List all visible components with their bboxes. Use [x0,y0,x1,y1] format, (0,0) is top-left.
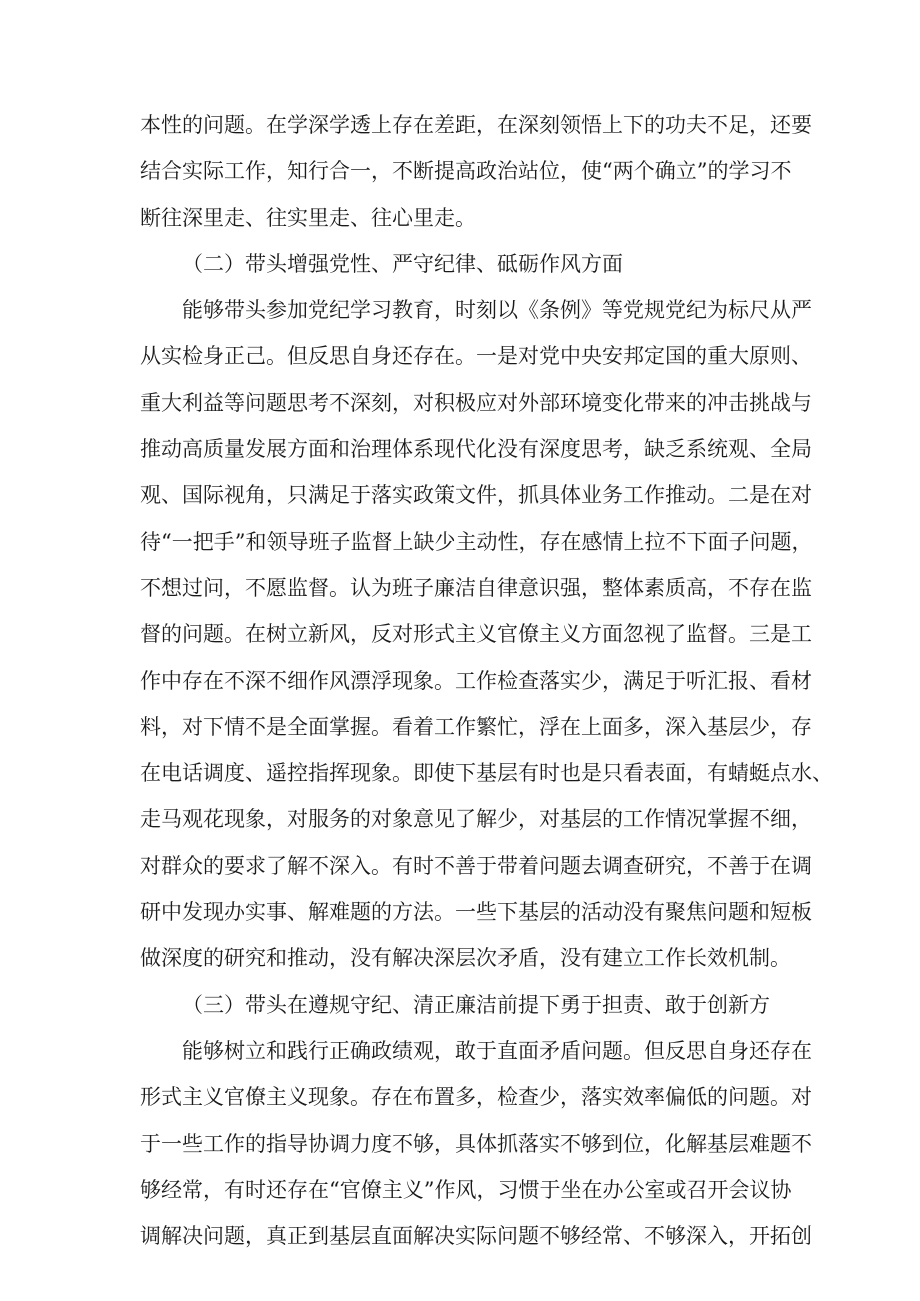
paragraph-line: 能够树立和践行正确政绩观，敢于直面矛盾问题。但反思自身还存在 [182,1038,812,1063]
paragraph-line: 从实检身正己。但反思自身还存在。一是对党中央安邦定国的重大原则、 [140,344,812,369]
section-heading-3: （三）带头在遵规守纪、清正廉洁前提下勇于担责、敢于创新方 [182,992,770,1017]
paragraph-line: 待“一把手”和领导班子监督上缺少主动性，存在感情上拉不下面子问题， [140,529,813,554]
paragraph-line: 结合实际工作，知行合一，不断提高政治站位，使“两个确立”的学习不 [140,159,792,184]
paragraph-line: 在电话调度、遥控指挥现象。即使下基层有时也是只看表面，有蜻蜓点水、 [140,761,833,786]
paragraph-line: 作中存在不深不细作风漂浮现象。工作检查落实少，满足于听汇报、看材 [140,668,812,693]
paragraph-line: 做深度的研究和推动，没有解决深层次矛盾，没有建立工作长效机制。 [140,946,791,971]
paragraph-line: 走马观花现象，对服务的对象意见了解少，对基层的工作情况掌握不细， [140,807,812,832]
paragraph-line: 对群众的要求了解不深入。有时不善于带着问题去调查研究，不善于在调 [140,853,812,878]
section-heading-2: （二）带头增强党性、严守纪律、砥砺作风方面 [182,251,623,276]
paragraph-line: 推动高质量发展方面和治理体系现代化没有深度思考，缺乏系统观、全局 [140,437,812,462]
paragraph-line: 断往深里走、往实里走、往心里走。 [140,205,476,230]
paragraph-line: 调解决问题，真正到基层直面解决实际问题不够经常、不够深入，开拓创 [140,1224,812,1249]
paragraph-line: 能够带头参加党纪学习教育，时刻以《条例》等党规党纪为标尺从严 [182,298,812,323]
paragraph-line: 够经常，有时还存在“官僚主义”作风，习惯于坐在办公室或召开会议协 [140,1177,792,1202]
paragraph-line: 形式主义官僚主义现象。存在布置多，检查少，落实效率偏低的问题。对 [140,1085,812,1110]
paragraph-line: 督的问题。在树立新风，反对形式主义官僚主义方面忽视了监督。三是工 [140,622,812,647]
paragraph-line: 不想过问，不愿监督。认为班子廉洁自律意识强，整体素质高，不存在监 [140,575,812,600]
paragraph-line: 研中发现办实事、解难题的方法。一些下基层的活动没有聚焦问题和短板 [140,900,812,925]
paragraph-line: 重大利益等问题思考不深刻，对积极应对外部环境变化带来的冲击挑战与 [140,390,812,415]
paragraph-line: 于一些工作的指导协调力度不够，具体抓落实不够到位，化解基层难题不 [140,1131,812,1156]
paragraph-line: 观、国际视角，只满足于落实政策文件，抓具体业务工作推动。二是在对 [140,483,812,508]
paragraph-line: 料，对下情不是全面掌握。看着工作繁忙，浮在上面多，深入基层少，存 [140,714,812,739]
paragraph-line: 本性的问题。在学深学透上存在差距，在深刻领悟上下的功夫不足，还要 [140,113,812,137]
document-body [140,102,833,1259]
